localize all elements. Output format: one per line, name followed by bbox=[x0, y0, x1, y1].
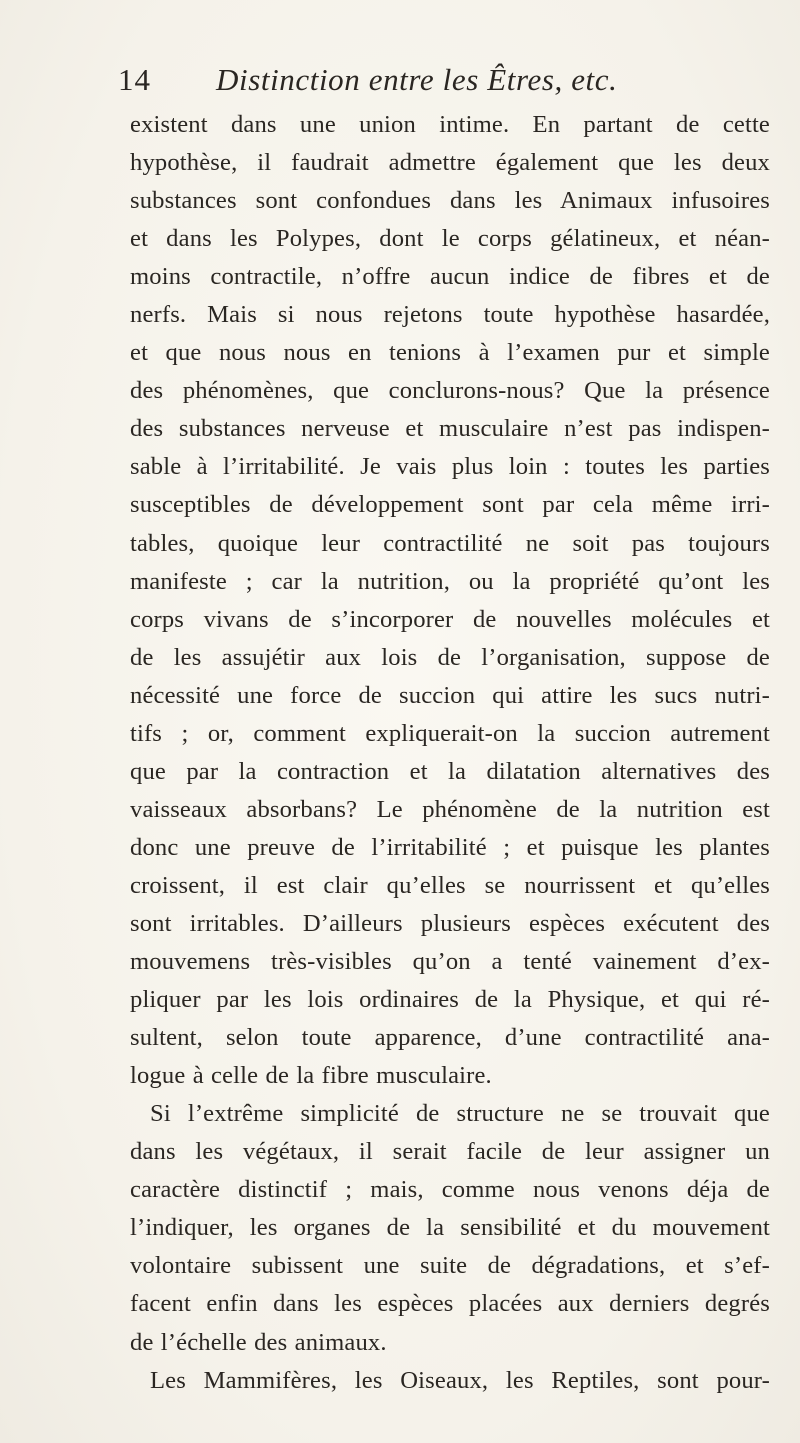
text-line: susceptibles de développement sont par cela même irri- bbox=[130, 491, 770, 519]
body-text bbox=[130, 106, 770, 1400]
text-line: sable à l’irritabilité. Je vais plus loin : toutes les parties bbox=[130, 453, 770, 481]
text-line: donc une preuve de l’irritabilité ; et puisque les plantes bbox=[130, 833, 770, 861]
text-line: nécessité une force de succion qui attire les sucs nutri- bbox=[130, 681, 770, 709]
text-line: pliquer par les lois ordinaires de la Physique, et qui ré- bbox=[130, 986, 770, 1014]
text-line: logue à celle de la fibre musculaire. bbox=[130, 1062, 492, 1090]
text-line: manifeste ; car la nutrition, ou la propriété qu’ont les bbox=[130, 567, 770, 595]
text-line: Les Mammifères, les Oiseaux, les Reptiles, sont pour- bbox=[150, 1366, 770, 1394]
text-line: sont irritables. D’ailleurs plusieurs espèces exécutent des bbox=[130, 909, 770, 937]
text-line: volontaire subissent une suite de dégradations, et s’ef- bbox=[130, 1252, 770, 1280]
text-line: facent enfin dans les espèces placées aux derniers degrés bbox=[130, 1290, 770, 1318]
text-line: des phénomènes, que conclurons-nous? Que la présence bbox=[130, 377, 770, 405]
text-line: l’indiquer, les organes de la sensibilité et du mouvement bbox=[130, 1214, 770, 1242]
page-header bbox=[118, 62, 678, 102]
text-line: de les assujétir aux lois de l’organisation, suppose de bbox=[130, 643, 770, 671]
text-line: et dans les Polypes, dont le corps gélatineux, et néan- bbox=[130, 225, 770, 253]
text-line: mouvemens très-visibles qu’on a tenté vainement d’ex- bbox=[130, 948, 770, 976]
text-line: hypothèse, il faudrait admettre également que les deux bbox=[130, 149, 770, 177]
text-line: sultent, selon toute apparence, d’une contractilité ana- bbox=[130, 1024, 770, 1052]
text-line: des substances nerveuse et musculaire n’est pas indispen- bbox=[130, 415, 770, 443]
text-line: dans les végétaux, il serait facile de leur assigner un bbox=[130, 1138, 770, 1166]
text-line: existent dans une union intime. En partant de cette bbox=[130, 111, 770, 138]
text-line: de l’échelle des animaux. bbox=[130, 1328, 387, 1356]
text-line: tifs ; or, comment expliquerait-on la succion autrement bbox=[130, 719, 770, 747]
text-line: caractère distinctif ; mais, comme nous venons déja de bbox=[130, 1176, 770, 1204]
text-line: que par la contraction et la dilatation alternatives des bbox=[130, 757, 770, 785]
text-line: Si l’extrême simplicité de structure ne se trouvait que bbox=[150, 1100, 770, 1128]
text-line: et que nous nous en tenions à l’examen pur et simple bbox=[130, 339, 770, 367]
text-line: vaisseaux absorbans? Le phénomène de la nutrition est bbox=[130, 795, 770, 823]
text-line: tables, quoique leur contractilité ne soit pas toujours bbox=[130, 529, 770, 557]
text-line: nerfs. Mais si nous rejetons toute hypothèse hasardée, bbox=[130, 301, 770, 329]
running-title: Distinction entre les Êtres, etc. bbox=[216, 62, 618, 97]
page-number: 14 bbox=[118, 62, 151, 97]
text-line: substances sont confondues dans les Animaux infusoires bbox=[130, 187, 770, 215]
text-line: moins contractile, n’offre aucun indice de fibres et de bbox=[130, 263, 770, 291]
text-line: corps vivans de s’incorporer de nouvelles molécules et bbox=[130, 605, 770, 633]
text-line: croissent, il est clair qu’elles se nourrissent et qu’elles bbox=[130, 871, 770, 899]
